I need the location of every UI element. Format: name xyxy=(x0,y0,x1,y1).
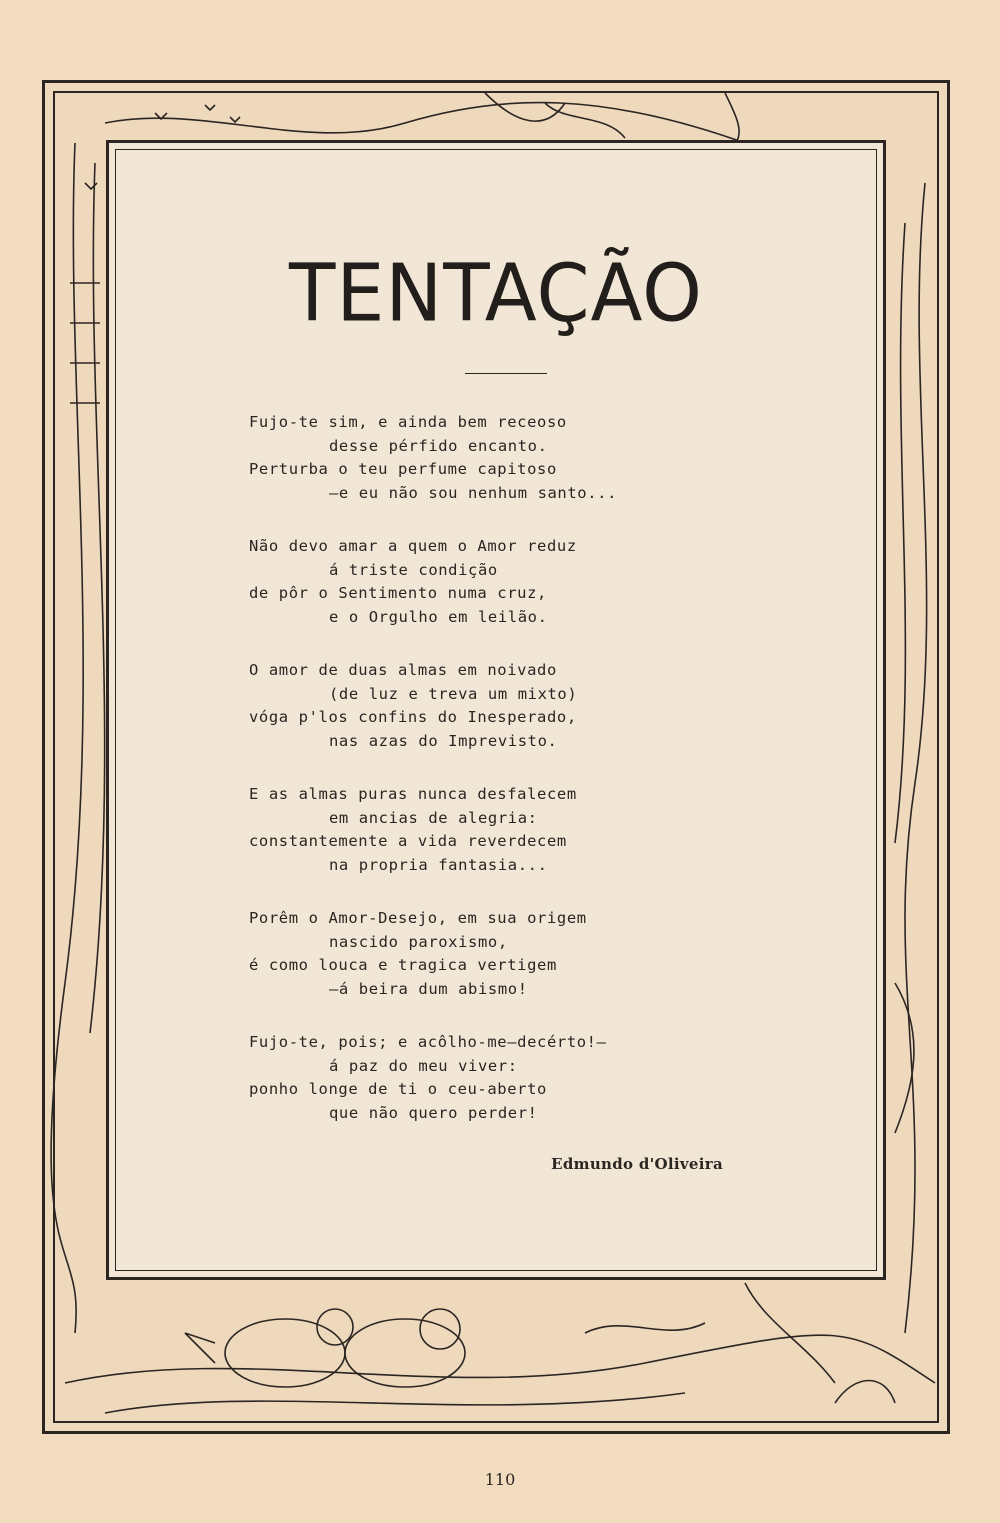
stanza xyxy=(249,1031,869,1125)
stanza xyxy=(249,659,869,753)
poem-line: —e eu não sou nenhum santo... xyxy=(329,483,618,502)
author-signature: Edmundo d'Oliveira xyxy=(551,1155,723,1173)
poem-line: ponho longe de ti o ceu-aberto xyxy=(249,1080,547,1098)
poem-panel xyxy=(106,140,886,1280)
stanza xyxy=(249,907,869,1001)
poem-line: nas azas do Imprevisto. xyxy=(329,731,558,750)
poem-line: —á beira dum abismo! xyxy=(329,979,528,998)
poem-line: Fujo-te, pois; e acôlho-me—decérto!— xyxy=(249,1033,607,1051)
poem-line: na propria fantasia... xyxy=(329,855,548,874)
stanza xyxy=(249,535,869,629)
poem-line: que não quero perder! xyxy=(329,1103,538,1122)
poem-line: á paz do meu viver: xyxy=(329,1056,518,1075)
poem-body xyxy=(249,411,869,1155)
poem-line: á triste condição xyxy=(329,560,498,579)
poem-line: O amor de duas almas em noivado xyxy=(249,661,557,679)
poem-line: em ancias de alegria: xyxy=(329,808,538,827)
poem-line: E as almas puras nunca desfalecem xyxy=(249,785,577,803)
poem-line: Porêm o Amor-Desejo, em sua origem xyxy=(249,909,587,927)
page-title: TENTAÇÃO xyxy=(288,245,703,340)
bird-illustration-icon xyxy=(185,1309,895,1403)
poem-line: Perturba o teu perfume capitoso xyxy=(249,460,557,478)
poem-line: e o Orgulho em leilão. xyxy=(329,607,548,626)
poem-line: vóga p'los confins do Inesperado, xyxy=(249,708,577,726)
page-number: 110 xyxy=(484,1470,516,1489)
poem-line: de pôr o Sentimento numa cruz, xyxy=(249,584,547,602)
poem-line: constantemente a vida reverdecem xyxy=(249,832,567,850)
title-divider xyxy=(465,373,547,374)
poem-line: Fujo-te sim, e ainda bem receoso xyxy=(249,413,567,431)
poem-line: nascido paroxismo, xyxy=(329,932,508,951)
poem-line: desse pérfido encanto. xyxy=(329,436,548,455)
stanza xyxy=(249,411,869,505)
poem-line: (de luz e treva um mixto) xyxy=(329,684,578,703)
poem-line: Não devo amar a quem o Amor reduz xyxy=(249,537,577,555)
poem-line: é como louca e tragica vertigem xyxy=(249,956,557,974)
stanza xyxy=(249,783,869,877)
